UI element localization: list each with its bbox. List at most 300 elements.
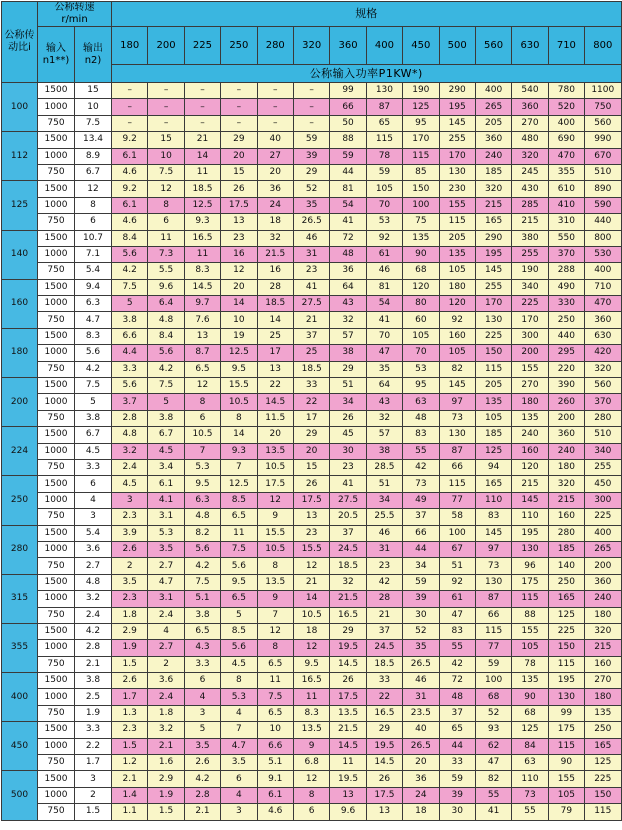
n1-header: 输入n1**) <box>38 27 75 83</box>
power-cell: 7.6 <box>184 312 220 328</box>
n1-cell: 750 <box>38 263 75 279</box>
power-cell: 130 <box>475 312 511 328</box>
power-cell: 13 <box>221 214 257 230</box>
table-row <box>2 525 622 541</box>
power-cell: 4.6 <box>112 164 148 180</box>
power-cell: 4.8 <box>148 312 184 328</box>
n1-cell: 1500 <box>38 328 75 344</box>
power-cell: 9.1 <box>257 771 293 787</box>
power-cell: 19.5 <box>330 771 366 787</box>
power-cell: 34 <box>330 394 366 410</box>
power-cell: 58 <box>439 509 475 525</box>
power-cell: 28 <box>257 279 293 295</box>
power-cell: 6.3 <box>184 492 220 508</box>
power-cell: 55 <box>475 787 511 803</box>
size-header: 250 <box>221 27 257 65</box>
n2-cell: 3.8 <box>75 673 112 689</box>
power-cell: 165 <box>548 591 584 607</box>
table-row <box>2 83 622 99</box>
power-cell: 6.5 <box>184 361 220 377</box>
power-cell: 47 <box>439 607 475 623</box>
table-row <box>2 312 622 328</box>
power-cell: 7.5 <box>221 541 257 557</box>
ratio-cell: 200 <box>2 378 38 427</box>
power-cell: 115 <box>366 132 402 148</box>
power-cell: 225 <box>512 296 548 312</box>
power-cell: 4.5 <box>221 656 257 672</box>
power-cell: 8 <box>257 558 293 574</box>
power-cell: 14 <box>293 591 329 607</box>
n2-cell: 7.1 <box>75 246 112 262</box>
power-cell: 30 <box>403 607 439 623</box>
power-cell: 51 <box>330 378 366 394</box>
power-cell: 110 <box>475 492 511 508</box>
power-cell: 220 <box>548 361 584 377</box>
power-cell: 19 <box>221 328 257 344</box>
power-cell: 3.9 <box>112 525 148 541</box>
power-cell: 265 <box>585 541 621 557</box>
power-cell: 16.5 <box>293 673 329 689</box>
n2-cell: 13.4 <box>75 132 112 148</box>
n1-cell: 1000 <box>38 99 75 115</box>
power-cell: 290 <box>439 83 475 99</box>
power-cell: 180 <box>585 689 621 705</box>
power-cell: 19.5 <box>330 640 366 656</box>
power-cell: 120 <box>439 296 475 312</box>
power-cell: 84 <box>512 738 548 754</box>
power-cell: 10 <box>257 722 293 738</box>
power-cell: 180 <box>548 459 584 475</box>
power-cell: 26 <box>330 410 366 426</box>
power-cell: 190 <box>512 263 548 279</box>
power-cell: 26.5 <box>403 656 439 672</box>
power-cell: 115 <box>585 804 621 820</box>
power-cell: 77 <box>475 640 511 656</box>
power-cell: 8.5 <box>221 623 257 639</box>
power-cell: 165 <box>585 738 621 754</box>
power-cell: 3.3 <box>184 656 220 672</box>
power-cell: 9 <box>257 591 293 607</box>
power-cell: 35 <box>403 640 439 656</box>
power-cell: 37 <box>366 623 402 639</box>
n1-cell: 1000 <box>38 640 75 656</box>
power-cell: 3.8 <box>112 312 148 328</box>
power-cell: 320 <box>585 361 621 377</box>
ratio-header: 公称传动比i <box>2 2 38 83</box>
power-cell: 320 <box>548 476 584 492</box>
power-cell: 1.8 <box>148 705 184 721</box>
power-cell: 115 <box>439 476 475 492</box>
power-cell: 6.1 <box>257 787 293 803</box>
power-cell: 6.5 <box>221 591 257 607</box>
power-cell: 77 <box>439 492 475 508</box>
power-cell: 37 <box>330 525 366 541</box>
power-cell: 17.5 <box>330 689 366 705</box>
n1-cell: 1000 <box>38 394 75 410</box>
power-cell: 25.5 <box>366 509 402 525</box>
size-header: 180 <box>112 27 148 65</box>
power-cell: 10 <box>221 312 257 328</box>
power-cell: 280 <box>548 525 584 541</box>
table-row <box>2 574 622 590</box>
power-cell: 31 <box>366 541 402 557</box>
power-cell: 44 <box>330 164 366 180</box>
n2-cell: 5.4 <box>75 525 112 541</box>
n1-cell: 750 <box>38 459 75 475</box>
power-cell: 135 <box>585 705 621 721</box>
power-cell: 41 <box>330 476 366 492</box>
table-header <box>2 2 622 83</box>
size-header: 450 <box>403 27 439 65</box>
power-cell: 20 <box>403 755 439 771</box>
power-cell: 2.7 <box>148 640 184 656</box>
power-cell: 150 <box>403 181 439 197</box>
n1-cell: 1000 <box>38 541 75 557</box>
ratio-cell: 100 <box>2 83 38 132</box>
power-cell: 8 <box>221 410 257 426</box>
power-cell: 295 <box>548 345 584 361</box>
power-cell: 12 <box>293 640 329 656</box>
power-cell: 48 <box>439 689 475 705</box>
power-cell: 68 <box>475 689 511 705</box>
size-header: 360 <box>330 27 366 65</box>
power-cell: 9.7 <box>184 296 220 312</box>
n2-cell: 9.4 <box>75 279 112 295</box>
power-cell: 1.5 <box>112 738 148 754</box>
power-cell: 11 <box>257 673 293 689</box>
power-cell: 52 <box>403 623 439 639</box>
table-row <box>2 591 622 607</box>
power-cell: 160 <box>512 443 548 459</box>
power-cell: 22 <box>257 378 293 394</box>
power-cell: 90 <box>403 246 439 262</box>
ratio-cell: 160 <box>2 279 38 328</box>
power-cell: – <box>112 115 148 131</box>
power-cell: 17 <box>257 345 293 361</box>
power-cell: 135 <box>512 673 548 689</box>
power-cell: 45 <box>330 427 366 443</box>
power-cell: 5.3 <box>221 689 257 705</box>
n1-cell: 1000 <box>38 443 75 459</box>
ratio-cell: 400 <box>2 673 38 722</box>
power-cell: 270 <box>512 115 548 131</box>
power-cell: 5.6 <box>221 558 257 574</box>
power-cell: 145 <box>512 492 548 508</box>
power-cell: 3 <box>112 492 148 508</box>
power-cell: 100 <box>475 673 511 689</box>
n1-cell: 750 <box>38 410 75 426</box>
power-cell: 26.5 <box>293 214 329 230</box>
power-cell: 17.5 <box>221 197 257 213</box>
power-cell: 7 <box>221 459 257 475</box>
power-cell: 270 <box>585 673 621 689</box>
n2-cell: 8.9 <box>75 148 112 164</box>
power-cell: 21.5 <box>257 246 293 262</box>
power-cell: 6 <box>293 804 329 820</box>
power-cell: 21 <box>366 607 402 623</box>
power-cell: 205 <box>439 230 475 246</box>
power-cell: 160 <box>548 509 584 525</box>
n2-cell: 6 <box>75 476 112 492</box>
power-cell: 37 <box>439 705 475 721</box>
n1-cell: 1500 <box>38 574 75 590</box>
power-cell: 5.1 <box>184 591 220 607</box>
power-cell: 105 <box>548 787 584 803</box>
n1-cell: 1000 <box>38 738 75 754</box>
power-cell: 9.5 <box>221 574 257 590</box>
power-cell: 10.5 <box>257 459 293 475</box>
power-cell: 35 <box>293 197 329 213</box>
table-row <box>2 345 622 361</box>
table-row <box>2 558 622 574</box>
size-header: 800 <box>585 27 621 65</box>
table-row <box>2 99 622 115</box>
power-cell: 13 <box>257 361 293 377</box>
table-row <box>2 459 622 475</box>
power-cell: 6.5 <box>221 509 257 525</box>
n2-cell: 3.2 <box>75 591 112 607</box>
ratio-cell: 315 <box>2 574 38 623</box>
power-cell: 175 <box>548 722 584 738</box>
power-cell: 3 <box>221 804 257 820</box>
power-cell: 9 <box>293 738 329 754</box>
power-cell: 105 <box>512 640 548 656</box>
power-cell: 16.5 <box>330 607 366 623</box>
power-cell: 8.3 <box>184 263 220 279</box>
power-cell: 250 <box>548 312 584 328</box>
power-cell: 32 <box>257 230 293 246</box>
power-cell: 780 <box>548 83 584 99</box>
table-row <box>2 132 622 148</box>
n1-cell: 750 <box>38 804 75 820</box>
power-cell: 890 <box>585 181 621 197</box>
power-cell: 19.5 <box>366 738 402 754</box>
power-cell: 470 <box>585 296 621 312</box>
ratio-cell: 250 <box>2 476 38 525</box>
n2-cell: 1.9 <box>75 705 112 721</box>
power-cell: 31 <box>293 246 329 262</box>
size-header: 225 <box>184 27 220 65</box>
power-cell: 225 <box>585 509 621 525</box>
power-cell: 20 <box>221 279 257 295</box>
power-cell: 10.5 <box>293 607 329 623</box>
power-cell: 55 <box>512 804 548 820</box>
power-cell: 75 <box>403 214 439 230</box>
power-cell: 29 <box>366 722 402 738</box>
power-cell: 7.3 <box>148 246 184 262</box>
power-cell: 22 <box>293 394 329 410</box>
power-cell: 11 <box>184 164 220 180</box>
power-cell: 340 <box>585 443 621 459</box>
table-row <box>2 246 622 262</box>
power-cell: 88 <box>512 607 548 623</box>
power-cell: 430 <box>512 181 548 197</box>
power-cell: 155 <box>439 197 475 213</box>
power-cell: 630 <box>585 328 621 344</box>
size-header: 560 <box>475 27 511 65</box>
power-cell: 1100 <box>585 83 621 99</box>
power-cell: 63 <box>403 394 439 410</box>
power-cell: 115 <box>403 148 439 164</box>
power-cell: 36 <box>403 771 439 787</box>
size-header: 500 <box>439 27 475 65</box>
power-cell: 145 <box>439 378 475 394</box>
power-cell: 85 <box>403 164 439 180</box>
power-cell: 38 <box>366 443 402 459</box>
power-cell: 26 <box>330 673 366 689</box>
n1-cell: 750 <box>38 755 75 771</box>
power-cell: 1.9 <box>148 787 184 803</box>
power-cell: 215 <box>512 476 548 492</box>
power-cell: 11 <box>184 246 220 262</box>
power-cell: 92 <box>366 230 402 246</box>
power-cell: 81 <box>366 279 402 295</box>
power-cell: 5.6 <box>112 246 148 262</box>
power-cell: 125 <box>548 607 584 623</box>
power-cell: 10.5 <box>257 541 293 557</box>
power-cell: 9 <box>257 509 293 525</box>
power-cell: 88 <box>330 132 366 148</box>
power-cell: 7.5 <box>184 574 220 590</box>
power-cell: 145 <box>475 263 511 279</box>
power-cell: 400 <box>585 525 621 541</box>
power-cell: 320 <box>512 148 548 164</box>
power-cell: 11 <box>293 689 329 705</box>
power-cell: 57 <box>366 427 402 443</box>
power-cell: 39 <box>293 148 329 164</box>
power-cell: 125 <box>475 443 511 459</box>
power-cell: 14.5 <box>257 394 293 410</box>
power-cell: 18 <box>257 214 293 230</box>
power-cell: 15 <box>221 164 257 180</box>
power-cell: 245 <box>512 164 548 180</box>
power-cell: 130 <box>366 83 402 99</box>
power-cell: 46 <box>403 673 439 689</box>
power-cell: 9.5 <box>184 476 220 492</box>
power-cell: 560 <box>585 115 621 131</box>
power-cell: 215 <box>585 640 621 656</box>
power-cell: 80 <box>403 296 439 312</box>
n1-cell: 750 <box>38 558 75 574</box>
power-cell: 12 <box>293 558 329 574</box>
power-cell: 9.3 <box>184 214 220 230</box>
n2-cell: 4.2 <box>75 361 112 377</box>
power-cell: 410 <box>548 197 584 213</box>
power-cell: 28.5 <box>366 459 402 475</box>
power-cell: 95 <box>403 115 439 131</box>
power-cell: 115 <box>512 591 548 607</box>
power-cell: 125 <box>585 755 621 771</box>
power-cell: 3.1 <box>148 509 184 525</box>
ratio-cell: 450 <box>2 722 38 771</box>
power-cell: 5.6 <box>184 541 220 557</box>
power-cell: 68 <box>512 705 548 721</box>
table-row <box>2 722 622 738</box>
power-cell: – <box>257 99 293 115</box>
power-cell: 185 <box>548 541 584 557</box>
power-cell: 195 <box>439 99 475 115</box>
power-cell: 42 <box>403 459 439 475</box>
power-cell: 16 <box>257 263 293 279</box>
power-cell: 24 <box>257 197 293 213</box>
power-cell: 60 <box>403 312 439 328</box>
power-cell: 1.8 <box>112 607 148 623</box>
power-cell: 135 <box>403 230 439 246</box>
power-cell: 135 <box>512 410 548 426</box>
power-cell: 1.1 <box>112 804 148 820</box>
power-cell: 160 <box>439 328 475 344</box>
power-cell: 7 <box>257 607 293 623</box>
power-cell: 63 <box>512 755 548 771</box>
power-cell: 62 <box>475 738 511 754</box>
power-cell: 94 <box>475 459 511 475</box>
power-cell: 64 <box>366 378 402 394</box>
power-cell: 46 <box>366 525 402 541</box>
power-cell: 5 <box>148 394 184 410</box>
power-cell: 23.5 <box>403 705 439 721</box>
power-cell: 5.6 <box>221 640 257 656</box>
power-cell: – <box>184 83 220 99</box>
power-cell: 59 <box>439 771 475 787</box>
power-cell: 26 <box>366 771 402 787</box>
power-cell: 18.5 <box>257 296 293 312</box>
n1-cell: 1000 <box>38 492 75 508</box>
n1-cell: 1000 <box>38 148 75 164</box>
power-cell: 7.5 <box>257 689 293 705</box>
power-cell: 105 <box>403 328 439 344</box>
power-cell: 9.3 <box>221 443 257 459</box>
power-cell: 73 <box>403 476 439 492</box>
power-cell: 66 <box>439 459 475 475</box>
power-cell: 390 <box>548 378 584 394</box>
table-row <box>2 787 622 803</box>
n1-cell: 1500 <box>38 771 75 787</box>
n2-cell: 6.7 <box>75 164 112 180</box>
power-cell: 5.1 <box>257 755 293 771</box>
n2-cell: 6.3 <box>75 296 112 312</box>
power-cell: 2.4 <box>148 689 184 705</box>
power-cell: 288 <box>548 263 584 279</box>
table-row <box>2 394 622 410</box>
power-cell: 39 <box>403 591 439 607</box>
power-cell: 95 <box>403 378 439 394</box>
power-cell: 6 <box>148 214 184 230</box>
power-cell: 14 <box>257 312 293 328</box>
power-cell: 6 <box>184 410 220 426</box>
power-cell: 6.7 <box>148 427 184 443</box>
power-cell: 150 <box>475 345 511 361</box>
table-row <box>2 263 622 279</box>
power-cell: 15.5 <box>257 525 293 541</box>
power-cell: 17.5 <box>257 476 293 492</box>
power-cell: 90 <box>548 755 584 771</box>
power-cell: 990 <box>585 132 621 148</box>
power-cell: 82 <box>439 361 475 377</box>
power-cell: 12 <box>184 378 220 394</box>
power-cell: 23 <box>293 263 329 279</box>
power-cell: 185 <box>475 427 511 443</box>
power-cell: 360 <box>585 574 621 590</box>
power-cell: 64 <box>330 279 366 295</box>
power-cell: 8.7 <box>184 345 220 361</box>
power-cell: 4.8 <box>112 427 148 443</box>
power-cell: 73 <box>475 558 511 574</box>
power-cell: 100 <box>439 525 475 541</box>
power-cell: 4.2 <box>184 771 220 787</box>
power-cell: 29 <box>330 361 366 377</box>
power-cell: 48 <box>403 410 439 426</box>
power-cell: 53 <box>366 214 402 230</box>
